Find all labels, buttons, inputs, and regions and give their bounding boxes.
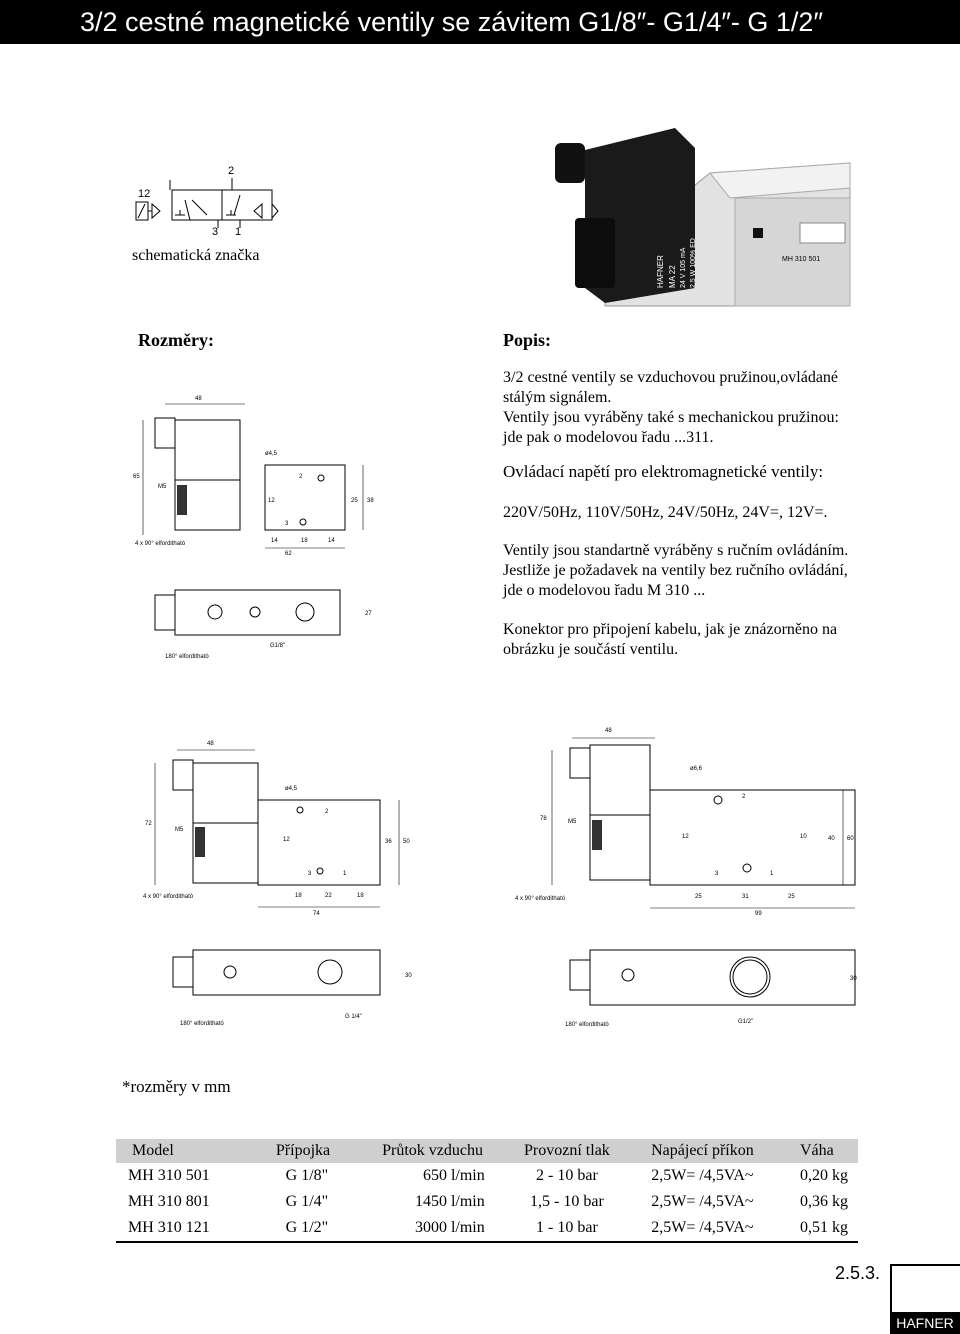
cell-prikon: 2,5W= /4,5VA~ xyxy=(629,1163,776,1189)
col-pripojka: Přípojka xyxy=(246,1139,361,1163)
svg-text:25: 25 xyxy=(788,894,795,900)
svg-text:2: 2 xyxy=(325,809,329,815)
svg-text:50: 50 xyxy=(403,839,410,845)
table-row xyxy=(116,1189,858,1215)
photo-coil-text-3: 2,5 W 100% ED xyxy=(690,238,697,288)
popis-line: obrázku je součástí ventilu. xyxy=(503,641,679,658)
svg-text:30: 30 xyxy=(405,973,412,979)
svg-text:G 1/4": G 1/4" xyxy=(345,1014,362,1020)
cell-model: MH 310 801 xyxy=(128,1193,210,1210)
cell-model: MH 310 121 xyxy=(116,1215,246,1242)
popis-line: stálým signálem. xyxy=(503,389,612,406)
svg-text:12: 12 xyxy=(682,834,689,840)
svg-text:48: 48 xyxy=(605,728,612,734)
svg-text:40: 40 xyxy=(828,836,835,842)
cell-prikon: 2,5W= /4,5VA~ xyxy=(629,1215,776,1242)
svg-text:180° elforditható: 180° elforditható xyxy=(165,654,209,660)
cell-model: MH 310 501 xyxy=(116,1163,246,1189)
svg-text:25: 25 xyxy=(351,498,358,504)
svg-text:18: 18 xyxy=(301,538,308,544)
col-prutok: Průtok vzduchu xyxy=(360,1139,504,1163)
svg-text:99: 99 xyxy=(755,911,762,917)
svg-text:18: 18 xyxy=(357,893,364,899)
svg-text:1: 1 xyxy=(770,871,774,877)
svg-text:G1/8": G1/8" xyxy=(270,643,286,649)
svg-text:25: 25 xyxy=(695,894,702,900)
product-photo xyxy=(545,128,855,313)
popis-line: Jestliže je požadavek na ventily bez ručního ovládání, xyxy=(503,562,848,579)
svg-text:4 x 90° elforditható: 4 x 90° elforditható xyxy=(135,541,186,547)
popis-line: Konektor pro připojení kabelu, jak je znázorněno na xyxy=(503,621,838,638)
svg-text:48: 48 xyxy=(207,741,214,747)
photo-body-label: MH 310 501 xyxy=(782,256,821,263)
photo-coil-text-1: MA 22 xyxy=(668,265,677,288)
svg-text:4 x 90° elforditható: 4 x 90° elforditható xyxy=(515,896,566,902)
schema-port-2: 2 xyxy=(228,165,235,177)
schematic-symbol xyxy=(130,160,280,240)
svg-text:4 x 90° elforditható: 4 x 90° elforditható xyxy=(143,894,194,900)
popis-manual xyxy=(503,541,903,601)
schema-port-3: 3 xyxy=(212,226,219,238)
svg-text:3: 3 xyxy=(308,871,312,877)
svg-text:62: 62 xyxy=(285,551,292,557)
popis-line: Ventily jsou standartně vyráběny s ručním ovládáním. xyxy=(503,542,849,559)
cell-prutok: 1450 l/min xyxy=(414,1193,485,1210)
schema-caption: schematická značka xyxy=(132,247,260,264)
photo-brand: HAFNER xyxy=(656,255,665,288)
popis-line: Ventily jsou vyráběny také s mechanickou pružinou: xyxy=(503,409,839,426)
svg-text:78: 78 xyxy=(540,816,547,822)
svg-text:12: 12 xyxy=(283,837,290,843)
svg-text:180° elforditható: 180° elforditható xyxy=(180,1021,224,1027)
svg-text:M5: M5 xyxy=(175,827,184,833)
cell-prikon: 2,5W= /4,5VA~ xyxy=(651,1193,754,1210)
svg-text:65: 65 xyxy=(133,474,140,480)
col-tlak: Provozní tlak xyxy=(505,1139,629,1163)
cell-tlak: 1 - 10 bar xyxy=(505,1215,629,1242)
svg-text:18: 18 xyxy=(295,893,302,899)
svg-text:3: 3 xyxy=(285,521,289,527)
svg-text:31: 31 xyxy=(742,894,749,900)
svg-text:M5: M5 xyxy=(158,484,167,490)
cell-vaha: 0,51 kg xyxy=(776,1215,858,1242)
svg-text:74: 74 xyxy=(313,911,320,917)
svg-text:30: 30 xyxy=(850,976,857,982)
col-vaha: Váha xyxy=(776,1139,858,1163)
voltage-list: 220V/50Hz, 110V/50Hz, 24V/50Hz, 24V=, 12V=. xyxy=(503,504,828,521)
cell-prutok: 3000 l/min xyxy=(360,1215,504,1242)
popis-line: jde o modelovou řadu M 310 ... xyxy=(503,582,706,599)
cell-prutok: 650 l/min xyxy=(360,1163,504,1189)
voltage-heading: Ovládací napětí pro elektromagnetické ventily: xyxy=(503,462,824,481)
cell-tlak: 1,5 - 10 bar xyxy=(530,1193,604,1210)
col-prikon: Napájecí příkon xyxy=(629,1139,776,1163)
spec-table xyxy=(116,1139,858,1243)
svg-text:ø4,5: ø4,5 xyxy=(285,786,298,792)
drawing-g14 xyxy=(135,735,435,1035)
svg-text:12: 12 xyxy=(268,498,275,504)
units-note: *rozměry v mm xyxy=(122,1077,231,1096)
cell-vaha: 0,36 kg xyxy=(800,1193,848,1210)
cell-pripojka: G 1/4" xyxy=(285,1193,329,1210)
svg-text:3: 3 xyxy=(715,871,719,877)
table-header-row xyxy=(116,1139,858,1163)
svg-text:ø4,5: ø4,5 xyxy=(265,451,278,457)
svg-text:36: 36 xyxy=(385,839,392,845)
svg-text:14: 14 xyxy=(328,538,335,544)
svg-text:60: 60 xyxy=(847,836,854,842)
svg-text:ø6,6: ø6,6 xyxy=(690,766,703,772)
schema-port-12: 12 xyxy=(138,188,151,200)
svg-text:2: 2 xyxy=(299,474,303,480)
cell-pripojka: G 1/8" xyxy=(246,1163,361,1189)
table-row xyxy=(116,1163,858,1189)
svg-text:38: 38 xyxy=(367,498,374,504)
cell-pripojka: G 1/2" xyxy=(246,1215,361,1242)
svg-text:180° elforditható: 180° elforditható xyxy=(565,1022,609,1028)
page-number: 2.5.3. xyxy=(835,1263,881,1283)
svg-text:G1/2": G1/2" xyxy=(738,1019,754,1025)
svg-text:22: 22 xyxy=(325,893,332,899)
svg-text:1: 1 xyxy=(343,871,347,877)
page-title: 3/2 cestné magnetické ventily se závitem G1/8″- G1/4″- G 1/2″ xyxy=(0,0,960,44)
svg-text:2: 2 xyxy=(742,794,746,800)
svg-text:M5: M5 xyxy=(568,819,577,825)
rozmery-title: Rozměry: xyxy=(138,330,214,350)
drawing-g12 xyxy=(510,720,870,1035)
svg-text:27: 27 xyxy=(365,611,372,617)
cell-vaha: 0,20 kg xyxy=(776,1163,858,1189)
svg-text:48: 48 xyxy=(195,396,202,402)
svg-text:14: 14 xyxy=(271,538,278,544)
schema-port-1: 1 xyxy=(235,226,242,238)
popis-title: Popis: xyxy=(503,330,552,350)
brand-logo: HAFNER xyxy=(890,1312,960,1334)
popis-line: jde pak o modelovou řadu ...311. xyxy=(503,429,714,446)
popis-connector xyxy=(503,620,903,660)
cell-tlak: 2 - 10 bar xyxy=(505,1163,629,1189)
popis-line: 3/2 cestné ventily se vzduchovou pružinou,ovládané xyxy=(503,369,839,386)
drawing-g18 xyxy=(125,390,385,665)
table-row xyxy=(116,1215,858,1242)
svg-text:10: 10 xyxy=(800,834,807,840)
popis-text xyxy=(503,368,903,448)
svg-text:72: 72 xyxy=(145,821,152,827)
col-model: Model xyxy=(116,1139,246,1163)
photo-coil-text-2: 24 V 105 mA xyxy=(680,247,687,288)
